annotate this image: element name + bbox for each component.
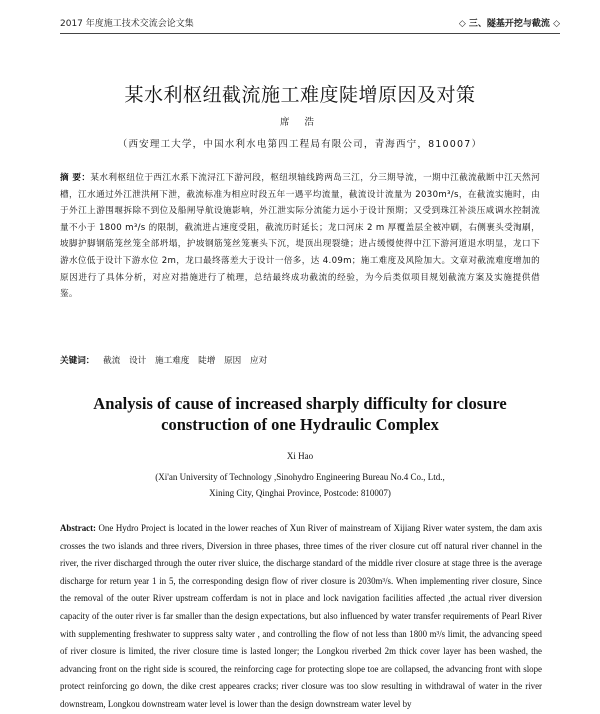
chinese-affiliation: （西安理工大学，中国水利水电第四工程局有限公司，青海西宁，810007） — [117, 139, 483, 150]
english-affiliation — [60, 469, 540, 501]
english-abstract — [60, 520, 542, 714]
english-title-line: construction of one Hydraulic Complex — [161, 415, 439, 434]
chinese-abstract-text: 某水利枢纽位于西江水系下流浔江下游河段，枢纽坝轴线跨两岛三江，分三期导流，一期中江截流截断中江天然河槽，江水通过外江泄洪闸下泄，截流标准为相应时段五年一遇平均流量，截流设计流量为 2030m³/s，在截流实施时，由于外江上游围堰拆除不到位及船闸导航设施影响，外江泄实际分流能力远小于设计预期；又受到珠江补淡压咸调水控制流量不小于 1800 m³/s 的限制，截流进占速度受阻，截流历时延长；龙口河床 2 m 厚覆盖层全被冲刷，右侧裹头受淘刷，坡脚护脚钢筋笼丝笼全部坍塌，护坡钢筋笼丝笼裹头下沉，堤顶出现裂缝；进占缓慢使得中江下游河道退水明显，龙口下游水位低于设计下游水位 2m，龙口最终落差大于设计一倍多，达 4.09m；施工难度及风险加大。文章对截流难度增加的原因进行了具体分析，对应对措施进行了梳理，总结最终成功截流的经验，为今后类似项目规划截流方案及实施提供借鉴。 — [60, 173, 540, 300]
chinese-keywords-label: 关键词： — [60, 356, 95, 366]
chinese-author: 席 浩 — [279, 117, 321, 128]
chinese-title: 某水利枢纽截流施工难度陡增原因及对策 — [124, 84, 476, 106]
keyword: 设计 — [129, 356, 147, 366]
header-section-title: ◇ 三、隧基开挖与截流 ◇ — [458, 19, 560, 29]
english-title-line: Analysis of cause of increased sharply difficulty for closure — [93, 394, 507, 413]
chinese-abstract-label: 摘 要： — [60, 173, 91, 183]
english-affiliation-line: Xining City, Qinghai Province, Postcode: 810007) — [209, 488, 391, 498]
english-abstract-text: One Hydro Project is located in the lower reaches of Xun River of mainstream of Xijiang River water system, the dam axis crosses the two islands and three rivers, Diversion in three phases, three times of the river closure cut off natural river channel in the river, the river discharged through the outer river sluice, the discharge standard of the middle river closure at stage three is the average discharge for return year 1 in 5, the corresponding design flow of river closure is 2030m³/s. When implementing river closure, Since the removal of the outer River upstream cofferdam is not in place and lock navigation facilities affected ,the actual river diversion capacity of the outer river is far smaller than the design expectations, but also influenced by water transfer requirements of Pearl River with supplementing freshwater to suppress salty water , and controlling the flow of not less than 1800 m³/s limit, the advancing speed of river closure is limited, the river closure time is lasted longer; the Longkou riverbed 2m thick cover layer has been washed, the advancing front on the right side is scoured, the reinforcing cage for protecting slope toe are collapsed, the advancing front with slope protect reinforcing go down, the dike crest appeares cracks; river closure was too slow resulting in withdrawal of water in the river downstream, Longkou downstream water level is lower than the design downstream water level by — [60, 523, 543, 709]
english-affiliation-line: (Xi'an University of Technology ,Sinohydro Engineering Bureau No.4 Co., Ltd., — [155, 472, 445, 482]
chinese-abstract — [60, 170, 540, 303]
keyword: 原因 — [224, 356, 242, 366]
keyword: 截流 — [103, 356, 121, 366]
header-proceedings-title: 2017 年度施工技术交流会论文集 — [60, 19, 194, 29]
running-header — [60, 14, 560, 30]
english-title — [60, 393, 540, 435]
keyword: 施工难度 — [155, 356, 190, 366]
chinese-keywords — [60, 354, 540, 366]
english-abstract-label: Abstract: — [60, 523, 96, 533]
keyword: 应对 — [250, 356, 268, 366]
english-author: Xi Hao — [286, 451, 314, 461]
keyword: 陡增 — [198, 356, 216, 366]
header-rule — [60, 33, 560, 34]
